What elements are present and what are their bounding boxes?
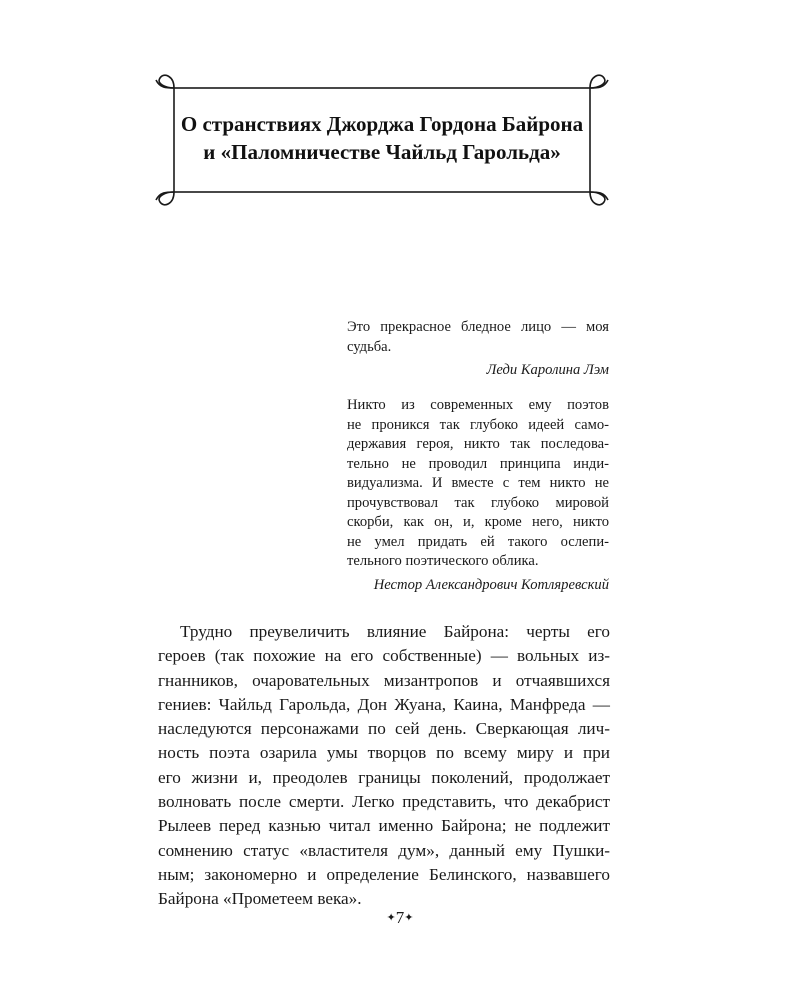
body-line: наследуются персонажами по сей день. Сверкающая лич- <box>158 719 610 739</box>
epigraph-2 <box>347 396 609 595</box>
epigraph-line: судьба. <box>347 338 392 355</box>
right-ornament-icon: ✦ <box>404 912 414 924</box>
epigraph-1 <box>347 318 609 381</box>
chapter-title-line: и «Паломничестве Чайльд Гарольда» <box>203 140 561 164</box>
epigraph-quote <box>347 318 609 357</box>
body-line: сомнению статус «властителя дум», данный ему Пушки- <box>158 840 610 860</box>
epigraph-line: тельного поэтического облика. <box>347 553 539 569</box>
body-line: его жизни и, преодолев границы поколений, продолжает <box>158 767 610 787</box>
body-line: ность поэта озарила умы творцов по всему миру и при <box>158 743 610 763</box>
body-line: гениев: Чайльд Гарольда, Дон Жуана, Каина, Манфреда — <box>158 694 610 714</box>
epigraph-author: Леди Каролина Лэм <box>486 362 609 378</box>
body-line: Трудно преувеличить влияние Байрона: черты его <box>180 622 610 641</box>
epigraph-line: видуализма. И вместе с тем никто не <box>347 475 609 491</box>
epigraph-line: не проникся так глубоко идеей само- <box>347 416 609 433</box>
page-number-footer <box>0 908 800 928</box>
epigraph-line: тельно не проводил принципа инди- <box>347 455 609 472</box>
chapter-title <box>176 110 588 166</box>
chapter-title-frame <box>152 68 612 212</box>
epigraph-line: державия героя, никто так последова- <box>347 436 609 452</box>
chapter-title-line: О странствиях Джорджа Гордона Байрона <box>180 112 584 136</box>
epigraph-quote <box>347 396 609 572</box>
body-paragraph <box>158 620 610 912</box>
body-line: Байрона «Прометеем века». <box>158 889 362 909</box>
epigraph-author: Нестор Александрович Котляревский <box>373 576 609 593</box>
left-ornament-icon: ✦ <box>386 912 396 924</box>
body-line: гнанников, очаровательных мизантропов и отчаявшихся <box>158 670 610 690</box>
body-line: волновать после смерти. Легко представить, что декабрист <box>158 792 610 812</box>
body-line: Рылеев перед казнью читал именно Байрона; не подлежит <box>158 816 610 836</box>
body-line: ным; закономерно и определение Белинского, назвавшего <box>158 864 610 884</box>
body-line: героев (так похожие на его собственные) — вольных из- <box>158 646 610 666</box>
epigraph-line: Никто из современных ему поэтов <box>347 397 609 413</box>
epigraph-line: не умел придать ей такого ослепи- <box>347 533 609 550</box>
epigraph-line: прочувствовал так глубоко мировой <box>347 494 609 511</box>
epigraph-line: скорби, как он, и, кроме него, никто <box>347 514 609 530</box>
page-number: 7 <box>395 908 405 927</box>
epigraph-line: Это прекрасное бледное лицо — моя <box>347 319 609 335</box>
